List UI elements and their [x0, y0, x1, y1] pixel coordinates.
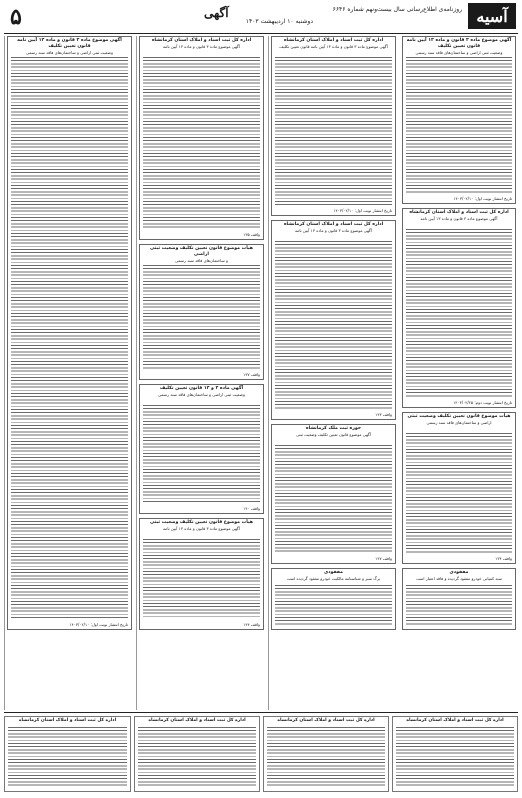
paper-name: آگهی	[204, 6, 229, 20]
page-number: ۵	[10, 4, 22, 30]
ad-body-text	[275, 57, 392, 205]
ad-footer: واقف ۱۴۴	[243, 622, 260, 627]
ad-title: اداره کل ثبت اسناد و املاک استان کرمانشاه	[283, 38, 384, 43]
ad-subtitle: برگ سبز و شناسنامه مالکیت خودرو مفقود گردیده است	[286, 576, 381, 581]
ad-body-text	[406, 585, 512, 625]
ad-body-text	[143, 57, 260, 229]
ad-footer: تاریخ انتشار نوبت دوم: ۱۴۰۳/۰۲/۲۵	[453, 400, 512, 405]
column-3	[136, 36, 266, 710]
ad-subtitle: سند کمپانی خودرو مفقود گردیده و فاقد اعتبار است	[416, 576, 502, 581]
ad-body-text	[143, 405, 260, 503]
ad-footer: تاریخ انتشار نوبت اول: ۱۴۰۳/۰۲/۱۰	[69, 622, 128, 627]
lost-notice-ad	[402, 568, 516, 630]
ad-title: آگهی ماده ۳ و ۱۳ قانون تعیین تکلیف	[159, 386, 244, 391]
ad-body-text	[143, 539, 260, 619]
ad-title: اداره کل ثبت اسناد و املاک استان کرمانشاه	[283, 222, 384, 227]
ad-title: اداره کل ثبت اسناد و املاک استان کرمانشاه	[18, 718, 117, 723]
notice-ad	[271, 424, 396, 564]
ad-body-text	[143, 265, 260, 369]
ad-body-text	[275, 445, 392, 553]
column-4	[4, 36, 134, 710]
ad-title: اداره کل ثبت اسناد و املاک استان کرمانشاه	[409, 210, 509, 215]
ad-footer: واقف ۱۴۳	[375, 412, 392, 417]
ad-subtitle: و ساختمان‌های فاقد سند رسمی	[175, 258, 228, 263]
column-2	[268, 36, 398, 710]
ad-body-text	[8, 727, 127, 788]
issue-date: دوشنبه ۱۰ اردیبهشت ۱۴۰۳	[245, 18, 313, 25]
newspaper-logo: آسیه	[468, 3, 516, 29]
ad-title: اداره کل ثبت اسناد و املاک استان کرمانشاه	[406, 718, 504, 723]
bottom-notice	[134, 716, 260, 792]
ad-title: هیأت موضوع قانون تعیین تکلیف وضعیت ثبتی	[407, 414, 511, 419]
ad-footer: تاریخ انتشار نوبت اول: ۱۴۰۳/۰۲/۱۰	[453, 196, 512, 201]
ad-footer: واقف ۱۴۰	[243, 506, 260, 511]
issue-series: روزنامه‌ی اطلاع‌رسانی سال بیست‌ونهم شماره ۶۶۴۶	[332, 6, 462, 13]
ad-body-text	[406, 57, 512, 193]
bottom-notice	[392, 716, 518, 792]
ad-body-text	[138, 727, 256, 788]
ad-footer: واقف ۱۳۵	[243, 232, 260, 237]
notice-ad	[271, 36, 396, 216]
lost-notice-ad	[271, 568, 396, 630]
notice-ad	[139, 244, 264, 380]
ad-body-text	[396, 727, 514, 788]
ad-title: آگهی موضوع ماده ۳ قانون و ماده ۱۳ آیین نامه قانون تعیین تکلیف	[17, 38, 122, 49]
ad-subtitle: آگهی موضوع ماده ۳ قانون و ماده ۱۳ آیین نامه	[295, 228, 372, 233]
bottom-notices	[4, 712, 518, 794]
bottom-notice	[263, 716, 389, 792]
bottom-notice	[4, 716, 131, 792]
notice-ad	[402, 36, 516, 204]
ad-subtitle: آگهی موضوع ماده ۳ قانون و ماده ۱۳ آیین نامه	[420, 216, 498, 221]
ad-body-text	[275, 241, 392, 409]
ad-title: اداره کل ثبت اسناد و املاک استان کرمانشاه	[148, 718, 246, 723]
ad-footer: واقف ۱۳۴	[495, 556, 512, 561]
ad-subtitle: اراضی و ساختمان‌های فاقد سند رسمی	[426, 420, 492, 425]
notice-ad	[139, 518, 264, 630]
notice-ad	[402, 208, 516, 408]
ad-title: حوزه ثبت ملک کرمانشاه	[305, 426, 362, 431]
column-1	[400, 36, 518, 710]
ad-title: هیأت موضوع قانون تعیین تکلیف وضعیت ثبتی	[149, 520, 253, 525]
ad-subtitle: وضعیت ثبتی اراضی و ساختمان‌های فاقد سند رسمی	[158, 392, 245, 397]
ad-title: اداره کل ثبت اسناد و املاک استان کرمانشاه	[151, 38, 252, 43]
ad-subtitle: آگهی موضوع ماده ۳ قانون و ماده ۱۳ آیین نامه	[163, 526, 240, 531]
ad-body-text	[267, 727, 385, 788]
ad-title: مفقودی	[449, 570, 469, 575]
notice-ad	[402, 412, 516, 564]
ad-subtitle: وضعیت ثبتی اراضی و ساختمان‌های فاقد سند رسمی	[415, 50, 503, 55]
ad-title: مفقودی	[324, 570, 343, 575]
notice-ad	[139, 384, 264, 514]
ad-subtitle: آگهی موضوع ماده ۳ قانون و ماده ۱۳ آیین نامه	[163, 44, 240, 49]
ad-footer: واقف ۱۳۷	[243, 372, 260, 377]
ad-body-text	[275, 585, 392, 625]
ad-body-text	[406, 229, 512, 397]
ad-body-text	[11, 57, 128, 619]
ad-footer: واقف ۱۴۷	[375, 556, 392, 561]
notice-ad-long	[7, 36, 132, 630]
ad-title: آگهی موضوع ماده ۳ قانون و ماده ۱۳ آیین نامه قانون تعیین تکلیف	[406, 38, 512, 49]
page-header	[4, 3, 518, 34]
notice-ad	[139, 36, 264, 240]
ad-body-text	[406, 433, 512, 553]
ad-subtitle: آگهی موضوع ماده ۳ قانون و ماده ۱۳ آیین نامه قانون تعیین تکلیف	[279, 44, 388, 49]
ad-title: هیأت موضوع قانون تعیین تکلیف وضعیت ثبتی اراضی	[149, 246, 253, 257]
notice-ad	[271, 220, 396, 420]
ad-title: اداره کل ثبت اسناد و املاک استان کرمانشاه	[277, 718, 375, 723]
ad-footer: تاریخ انتشار نوبت اول: ۱۴۰۳/۰۲/۱۰	[333, 208, 392, 213]
ad-subtitle: آگهی موضوع قانون تعیین تکلیف وضعیت ثبتی	[296, 432, 371, 437]
ad-subtitle: وضعیت ثبتی اراضی و ساختمان‌های فاقد سند رسمی	[26, 50, 113, 55]
